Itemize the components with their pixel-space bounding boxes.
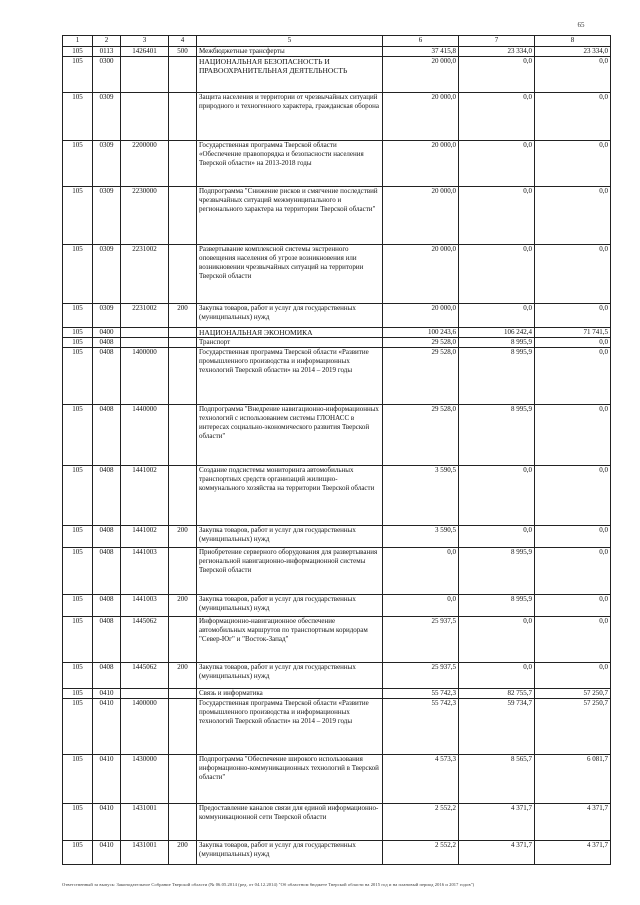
amount-col8-cell: 0,0	[535, 245, 611, 304]
amount-col8-cell: 0,0	[535, 187, 611, 245]
amount-col7-cell: 0,0	[459, 304, 535, 328]
amount-col6-cell: 2 552,2	[383, 841, 459, 865]
amount-col8-cell: 0,0	[535, 617, 611, 663]
target-article-cell: 2230000	[121, 187, 169, 245]
amount-col7-cell: 8 995,9	[459, 338, 535, 348]
amount-col8-cell: 4 371,7	[535, 841, 611, 865]
section-code-cell: 0309	[93, 304, 121, 328]
admin-code-cell: 105	[63, 245, 93, 304]
expense-type-cell	[169, 338, 197, 348]
column-header: 2	[93, 36, 121, 47]
expense-type-cell: 200	[169, 595, 197, 617]
expense-type-cell: 200	[169, 663, 197, 689]
section-code-cell: 0408	[93, 526, 121, 548]
admin-code-cell: 105	[63, 47, 93, 57]
expense-type-cell: 200	[169, 841, 197, 865]
amount-col8-cell: 0,0	[535, 338, 611, 348]
item-name-cell: Развертывание комплексной системы экстренного оповещения населения об угрозе возникновения или возникновении чрезвычайных ситуаций на территории Тверской области	[197, 245, 383, 304]
section-code-cell: 0410	[93, 755, 121, 804]
table-row	[63, 699, 611, 755]
expense-type-cell	[169, 328, 197, 338]
section-code-cell: 0113	[93, 47, 121, 57]
amount-col6-cell: 3 590,5	[383, 466, 459, 526]
table-row	[63, 841, 611, 865]
section-code-cell: 0309	[93, 141, 121, 187]
budget-table	[62, 35, 611, 865]
amount-col7-cell: 59 734,7	[459, 699, 535, 755]
section-code-cell: 0300	[93, 57, 121, 93]
target-article-cell	[121, 328, 169, 338]
target-article-cell	[121, 57, 169, 93]
footer-note: Ответственный за выпуск: Законодательное Собрание Тверской области (№ 06.05.2014 (ред. от 04.12.2014) "Об областном бюджете Тверской области на 2015 год и на плановый период 2016 и 2017 годов")	[62, 882, 475, 887]
admin-code-cell: 105	[63, 187, 93, 245]
table-row	[63, 57, 611, 93]
amount-col7-cell: 0,0	[459, 93, 535, 141]
amount-col7-cell: 0,0	[459, 466, 535, 526]
expense-type-cell	[169, 804, 197, 841]
amount-col6-cell: 0,0	[383, 548, 459, 595]
admin-code-cell: 105	[63, 548, 93, 595]
item-name-cell: Закупка товаров, работ и услуг для государственных (муниципальных) нужд	[197, 526, 383, 548]
target-article-cell: 1440000	[121, 405, 169, 466]
admin-code-cell: 105	[63, 663, 93, 689]
item-name-cell: Подпрограмма "Внедрение навигационно-информационных технологий с использованием системы ГЛОНАСС в интересах социально-экономического развития Тверской области"	[197, 405, 383, 466]
section-code-cell: 0408	[93, 348, 121, 405]
table-row	[63, 804, 611, 841]
expense-type-cell	[169, 187, 197, 245]
amount-col8-cell: 0,0	[535, 663, 611, 689]
item-name-cell: Государственная программа Тверской области «Обеспечение правопорядка и безопасности населения Тверской области» на 2013-2018 годы	[197, 141, 383, 187]
amount-col6-cell: 37 415,8	[383, 47, 459, 57]
section-code-cell: 0408	[93, 595, 121, 617]
item-name-cell: Информационно-навигационное обеспечение автомобильных маршрутов по транспортным коридорам "Север-Юг" и "Восток-Запад"	[197, 617, 383, 663]
amount-col7-cell: 8 565,7	[459, 755, 535, 804]
amount-col8-cell: 57 250,7	[535, 699, 611, 755]
amount-col6-cell: 20 000,0	[383, 187, 459, 245]
target-article-cell: 1445062	[121, 617, 169, 663]
column-header: 4	[169, 36, 197, 47]
expense-type-cell	[169, 245, 197, 304]
admin-code-cell: 105	[63, 338, 93, 348]
item-name-cell: Государственная программа Тверской области «Развитие промышленного производства и информационных технологий Тверской области» на 2014 – 2019 годы	[197, 699, 383, 755]
target-article-cell: 1441002	[121, 526, 169, 548]
item-name-cell: Подпрограмма "Снижение рисков и смягчение последствий чрезвычайных ситуаций межмуниципального и регионального характера на территории Тверской области"	[197, 187, 383, 245]
table-row	[63, 93, 611, 141]
amount-col6-cell: 20 000,0	[383, 93, 459, 141]
item-name-cell: Закупка товаров, работ и услуг для государственных (муниципальных) нужд	[197, 841, 383, 865]
amount-col6-cell: 29 528,0	[383, 348, 459, 405]
amount-col8-cell: 23 334,0	[535, 47, 611, 57]
admin-code-cell: 105	[63, 304, 93, 328]
item-name-cell: НАЦИОНАЛЬНАЯ БЕЗОПАСНОСТЬ И ПРАВООХРАНИТЕЛЬНАЯ ДЕЯТЕЛЬНОСТЬ	[197, 57, 383, 93]
amount-col7-cell: 4 371,7	[459, 841, 535, 865]
amount-col7-cell: 0,0	[459, 57, 535, 93]
amount-col8-cell: 0,0	[535, 526, 611, 548]
amount-col8-cell: 6 081,7	[535, 755, 611, 804]
amount-col7-cell: 0,0	[459, 187, 535, 245]
target-article-cell: 1441003	[121, 595, 169, 617]
amount-col6-cell: 20 000,0	[383, 304, 459, 328]
expense-type-cell	[169, 141, 197, 187]
amount-col7-cell: 0,0	[459, 141, 535, 187]
amount-col8-cell: 57 250,7	[535, 689, 611, 699]
table-row	[63, 304, 611, 328]
target-article-cell: 1441003	[121, 548, 169, 595]
amount-col8-cell: 71 741,5	[535, 328, 611, 338]
expense-type-cell	[169, 617, 197, 663]
amount-col6-cell: 29 528,0	[383, 405, 459, 466]
amount-col7-cell: 8 995,9	[459, 348, 535, 405]
table-row	[63, 755, 611, 804]
target-article-cell: 1430000	[121, 755, 169, 804]
expense-type-cell	[169, 548, 197, 595]
section-code-cell: 0408	[93, 466, 121, 526]
column-header: 6	[383, 36, 459, 47]
amount-col6-cell: 2 552,2	[383, 804, 459, 841]
table-row	[63, 466, 611, 526]
section-code-cell: 0410	[93, 804, 121, 841]
table-row	[63, 548, 611, 595]
target-article-cell: 2200000	[121, 141, 169, 187]
amount-col6-cell: 25 937,5	[383, 617, 459, 663]
admin-code-cell: 105	[63, 466, 93, 526]
item-name-cell: Межбюджетные трансферты	[197, 47, 383, 57]
target-article-cell: 2231002	[121, 304, 169, 328]
item-name-cell: Подпрограмма "Обеспечение широкого использования информационно-коммуникационных технологий в Тверской области"	[197, 755, 383, 804]
amount-col8-cell: 0,0	[535, 595, 611, 617]
admin-code-cell: 105	[63, 595, 93, 617]
item-name-cell: Закупка товаров, работ и услуг для государственных (муниципальных) нужд	[197, 304, 383, 328]
amount-col7-cell: 0,0	[459, 663, 535, 689]
amount-col8-cell: 0,0	[535, 93, 611, 141]
item-name-cell: Транспорт	[197, 338, 383, 348]
amount-col8-cell: 4 371,7	[535, 804, 611, 841]
table-row	[63, 141, 611, 187]
amount-col6-cell: 100 243,6	[383, 328, 459, 338]
column-header: 8	[535, 36, 611, 47]
target-article-cell: 1426401	[121, 47, 169, 57]
header-row	[63, 36, 611, 47]
amount-col8-cell: 0,0	[535, 141, 611, 187]
admin-code-cell: 105	[63, 526, 93, 548]
target-article-cell: 1400000	[121, 348, 169, 405]
amount-col8-cell: 0,0	[535, 466, 611, 526]
amount-col6-cell: 25 937,5	[383, 663, 459, 689]
table-row	[63, 617, 611, 663]
expense-type-cell	[169, 57, 197, 93]
section-code-cell: 0309	[93, 245, 121, 304]
column-header: 5	[197, 36, 383, 47]
amount-col8-cell: 0,0	[535, 304, 611, 328]
admin-code-cell: 105	[63, 57, 93, 93]
expense-type-cell	[169, 689, 197, 699]
item-name-cell: Предоставление каналов связи для единой информационно-коммуникационной сети Тверской области	[197, 804, 383, 841]
admin-code-cell: 105	[63, 755, 93, 804]
amount-col6-cell: 3 590,5	[383, 526, 459, 548]
section-code-cell: 0410	[93, 689, 121, 699]
amount-col8-cell: 0,0	[535, 548, 611, 595]
section-code-cell: 0309	[93, 187, 121, 245]
target-article-cell	[121, 689, 169, 699]
admin-code-cell: 105	[63, 328, 93, 338]
amount-col7-cell: 23 334,0	[459, 47, 535, 57]
item-name-cell: Закупка товаров, работ и услуг для государственных (муниципальных) нужд	[197, 663, 383, 689]
admin-code-cell: 105	[63, 141, 93, 187]
table-row	[63, 348, 611, 405]
section-code-cell: 0408	[93, 405, 121, 466]
section-code-cell: 0408	[93, 548, 121, 595]
admin-code-cell: 105	[63, 348, 93, 405]
table-row	[63, 245, 611, 304]
section-code-cell: 0309	[93, 93, 121, 141]
amount-col6-cell: 20 000,0	[383, 245, 459, 304]
expense-type-cell	[169, 348, 197, 405]
expense-type-cell	[169, 405, 197, 466]
amount-col7-cell: 82 755,7	[459, 689, 535, 699]
expense-type-cell: 200	[169, 304, 197, 328]
target-article-cell: 1431001	[121, 804, 169, 841]
column-header: 7	[459, 36, 535, 47]
table-row	[63, 663, 611, 689]
target-article-cell: 1400000	[121, 699, 169, 755]
target-article-cell: 1431001	[121, 841, 169, 865]
target-article-cell: 1445062	[121, 663, 169, 689]
admin-code-cell: 105	[63, 699, 93, 755]
target-article-cell: 2231002	[121, 245, 169, 304]
expense-type-cell	[169, 755, 197, 804]
table-row	[63, 595, 611, 617]
item-name-cell: Приобретение серверного оборудования для развертывания региональной навигационно-информационной системы Тверской области	[197, 548, 383, 595]
expense-type-cell	[169, 93, 197, 141]
section-code-cell: 0408	[93, 617, 121, 663]
admin-code-cell: 105	[63, 405, 93, 466]
amount-col6-cell: 20 000,0	[383, 57, 459, 93]
amount-col7-cell: 0,0	[459, 526, 535, 548]
section-code-cell: 0408	[93, 663, 121, 689]
expense-type-cell: 500	[169, 47, 197, 57]
amount-col7-cell: 106 242,4	[459, 328, 535, 338]
item-name-cell: Закупка товаров, работ и услуг для государственных (муниципальных) нужд	[197, 595, 383, 617]
table-row	[63, 405, 611, 466]
table-row	[63, 47, 611, 57]
amount-col6-cell: 20 000,0	[383, 141, 459, 187]
target-article-cell: 1441002	[121, 466, 169, 526]
table-row	[63, 689, 611, 699]
table-row	[63, 526, 611, 548]
section-code-cell: 0400	[93, 328, 121, 338]
item-name-cell: Защита населения и территории от чрезвычайных ситуаций природного и техногенного характера, гражданская оборона	[197, 93, 383, 141]
target-article-cell	[121, 338, 169, 348]
table-row	[63, 338, 611, 348]
amount-col6-cell: 4 573,3	[383, 755, 459, 804]
amount-col8-cell: 0,0	[535, 405, 611, 466]
amount-col6-cell: 0,0	[383, 595, 459, 617]
item-name-cell: Государственная программа Тверской области «Развитие промышленного производства и информационных технологий Тверской области» на 2014 – 2019 годы	[197, 348, 383, 405]
amount-col7-cell: 8 995,9	[459, 548, 535, 595]
section-code-cell: 0410	[93, 841, 121, 865]
expense-type-cell: 200	[169, 526, 197, 548]
expense-type-cell	[169, 466, 197, 526]
target-article-cell	[121, 93, 169, 141]
amount-col7-cell: 8 995,9	[459, 595, 535, 617]
amount-col7-cell: 4 371,7	[459, 804, 535, 841]
admin-code-cell: 105	[63, 93, 93, 141]
amount-col8-cell: 0,0	[535, 57, 611, 93]
amount-col6-cell: 55 742,3	[383, 689, 459, 699]
section-code-cell: 0408	[93, 338, 121, 348]
amount-col6-cell: 29 528,0	[383, 338, 459, 348]
admin-code-cell: 105	[63, 841, 93, 865]
amount-col7-cell: 0,0	[459, 617, 535, 663]
section-code-cell: 0410	[93, 699, 121, 755]
admin-code-cell: 105	[63, 617, 93, 663]
item-name-cell: Связь и информатика	[197, 689, 383, 699]
amount-col6-cell: 55 742,3	[383, 699, 459, 755]
amount-col7-cell: 0,0	[459, 245, 535, 304]
table-row	[63, 328, 611, 338]
item-name-cell: НАЦИОНАЛЬНАЯ ЭКОНОМИКА	[197, 328, 383, 338]
page-number: 65	[577, 21, 585, 29]
admin-code-cell: 105	[63, 804, 93, 841]
amount-col7-cell: 8 995,9	[459, 405, 535, 466]
expense-type-cell	[169, 699, 197, 755]
admin-code-cell: 105	[63, 689, 93, 699]
table-row	[63, 187, 611, 245]
item-name-cell: Создание подсистемы мониторинга автомобильных транспортных средств организаций жилищно-коммунального хозяйства на территории Тверской области	[197, 466, 383, 526]
amount-col8-cell: 0,0	[535, 348, 611, 405]
column-header: 3	[121, 36, 169, 47]
column-header: 1	[63, 36, 93, 47]
